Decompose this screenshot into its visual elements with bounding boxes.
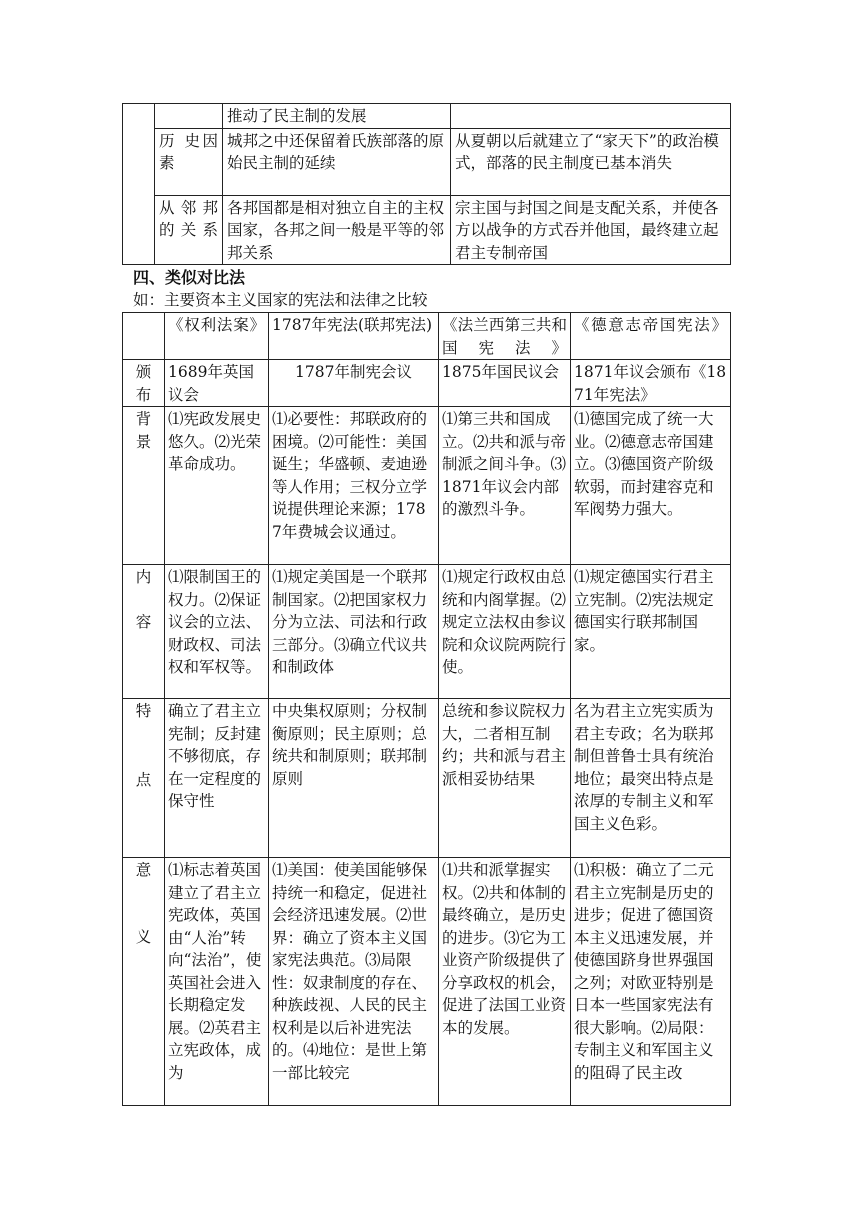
table-header-row <box>123 313 731 360</box>
table-cell: 各邦国都是相对独立自主的主权国家，各邦之间一般是平等的邻邦关系 <box>223 195 451 265</box>
column-header: 《法兰西第三共和国宪法》 <box>439 313 571 360</box>
table-cell: ⑴规定德国实行君主立宪制。⑵宪法规定德国实行联邦制国家。 <box>571 565 731 699</box>
section-title: 四、类似对比法 <box>133 268 246 287</box>
column-header: 1787年宪法(联邦宪法) <box>269 313 439 360</box>
row-header-char: 景 <box>135 432 152 451</box>
table-row <box>123 195 731 265</box>
table-cell: ⑴共和派掌握实权。⑵共和体制的最终确立，是历史的进步。⑶它为工业资产阶级提供了分享政权的机会，促进了法国工业资本的发展。 <box>439 858 571 1106</box>
row-header-char: 颁 <box>135 363 152 381</box>
table-cell: 1875年国民议会 <box>439 360 571 407</box>
row-header <box>123 360 165 407</box>
row-header <box>123 565 165 699</box>
comparison-table-continued <box>122 103 731 265</box>
table-cell: 1871年议会颁布《1871年宪法》 <box>571 360 731 407</box>
table-row <box>123 565 731 699</box>
table-cell-empty <box>123 313 165 360</box>
row-header-char: 背 <box>135 410 152 428</box>
table-cell: 1787年制宪会议 <box>269 360 439 407</box>
table-cell: ⑴限制国王的权力。⑵保证议会的立法、财政权、司法权和军权等。 <box>165 565 269 699</box>
row-header <box>123 699 165 858</box>
table-cell-empty <box>123 104 155 265</box>
table-cell: 从夏朝以后就建立了“家天下”的政治模式，部落的民主制度已基本消失 <box>451 128 731 195</box>
row-header-char: 布 <box>135 385 152 404</box>
table-row <box>123 407 731 565</box>
table-cell: 宗主国与封国之间是支配关系，并使各方以战争的方式吞并他国，最终建立起君主专制帝国 <box>451 195 731 265</box>
row-header-char: 义 <box>135 927 152 946</box>
table-cell: 确立了君主立宪制；反封建不够彻底，存在一定程度的保守性 <box>165 699 269 858</box>
table-row <box>123 858 731 1106</box>
row-header: 历 史因素 <box>155 128 223 195</box>
table-row <box>123 699 731 858</box>
row-header-char: 特 <box>135 702 152 720</box>
row-header: 从 邻 邦 的关系 <box>155 195 223 265</box>
table-cell-empty <box>155 104 223 129</box>
row-header-char: 容 <box>135 612 152 631</box>
table-cell <box>451 104 731 129</box>
table-cell: ⑴规定行政权由总统和内阁掌握。⑵规定立法权由参议院和众议院两院行使。 <box>439 565 571 699</box>
table-row <box>123 128 731 195</box>
table-cell: 1689年英国议会 <box>165 360 269 407</box>
row-header-char: 点 <box>135 770 152 789</box>
table-cell: ⑴积极：确立了二元君主立宪制是历史的进步；促进了德国资本主义迅速发展，并使德国跻身世界强国之列；对欧亚特别是日本一些国家宪法有很大影响。⑵局限：专制主义和军国主义的阻碍了民主改 <box>571 858 731 1106</box>
row-header-char: 意 <box>135 861 152 879</box>
table-row <box>123 360 731 407</box>
table-cell: ⑴宪政发展史悠久。⑵光荣革命成功。 <box>165 407 269 565</box>
table-row <box>123 104 731 129</box>
table-cell: ⑴标志着英国建立了君主立宪政体，英国由“人治”转向“法治”，使英国社会进入长期稳定发展。⑵英君主立宪政体，成为 <box>165 858 269 1106</box>
table-cell: 名为君主立宪实质为君主专政；名为联邦制但普鲁士具有统治地位；最突出特点是浓厚的专制主义和军国主义色彩。 <box>571 699 731 858</box>
table-cell: 推动了民主制的发展 <box>223 104 451 129</box>
section-subtitle: 如：主要资本主义国家的宪法和法律之比较 <box>133 291 428 309</box>
table-cell: ⑴第三共和国成立。⑵共和派与帝制派之间斗争。⑶1871年议会内部的激烈斗争。 <box>439 407 571 565</box>
row-header-char: 内 <box>135 568 152 586</box>
table-cell: 中央集权原则；分权制衡原则；民主原则；总统共和制原则；联邦制原则 <box>269 699 439 858</box>
table-cell: ⑴德国完成了统一大业。⑵德意志帝国建立。⑶德国资产阶级软弱，而封建容克和军阀势力强大。 <box>571 407 731 565</box>
table-cell: 城邦之中还保留着氏族部落的原始民主制的延续 <box>223 128 451 195</box>
row-header <box>123 858 165 1106</box>
column-header: 《德意志帝国宪法》 <box>571 313 731 360</box>
table-cell: ⑴必要性：邦联政府的困境。⑵可能性：美国诞生；华盛顿、麦迪逊等人作用；三权分立学说提供理论来源；1787年费城会议通过。 <box>269 407 439 565</box>
table-cell: ⑴美国：使美国能够保持统一和稳定，促进社会经济迅速发展。⑵世界：确立了资本主义国家宪法典范。⑶局限性：奴隶制度的存在、种族歧视、人民的民主权利是以后补进宪法的。⑷地位：是世上第一部比较完 <box>269 858 439 1106</box>
column-header: 《权利法案》 <box>165 313 269 360</box>
table-cell: 总统和参议院权力大，二者相互制约；共和派与君主派相妥协结果 <box>439 699 571 858</box>
constitution-comparison-table <box>122 312 731 1106</box>
table-cell: ⑴规定美国是一个联邦制国家。⑵把国家权力分为立法、司法和行政三部分。⑶确立代议共和制政体 <box>269 565 439 699</box>
row-header <box>123 407 165 565</box>
